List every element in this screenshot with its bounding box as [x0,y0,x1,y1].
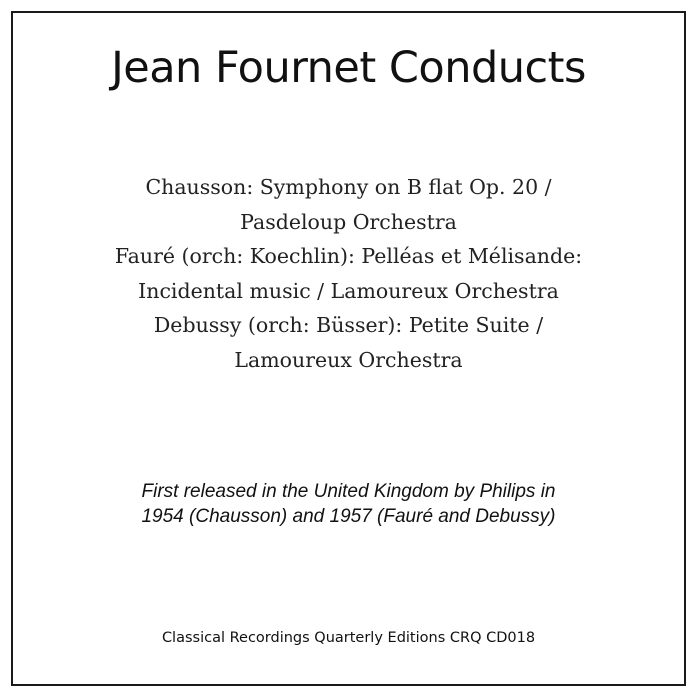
catalog-number: Classical Recordings Quarterly Editions CRQ CD018 [161,630,536,646]
album-cover [11,11,686,686]
release-note [13,479,684,529]
works-line: Incidental music / Lamoureux Orchestra [138,278,559,303]
release-line: First released in the United Kingdom by Philips in [141,481,556,502]
works-line: Debussy (orch: Büsser): Petite Suite / [153,313,544,337]
works-line: Lamoureux Orchestra [234,347,463,372]
album-title: Jean Fournet Conducts [111,43,586,93]
works-line: Pasdeloup Orchestra [240,209,457,234]
works-list [13,170,684,377]
release-line: 1954 (Chausson) and 1957 (Fauré and Debussy) [141,506,556,527]
works-line: Fauré (orch: Koechlin): Pelléas et Mélisande: [114,244,583,268]
works-line: Chausson: Symphony on B flat Op. 20 / [145,175,552,199]
